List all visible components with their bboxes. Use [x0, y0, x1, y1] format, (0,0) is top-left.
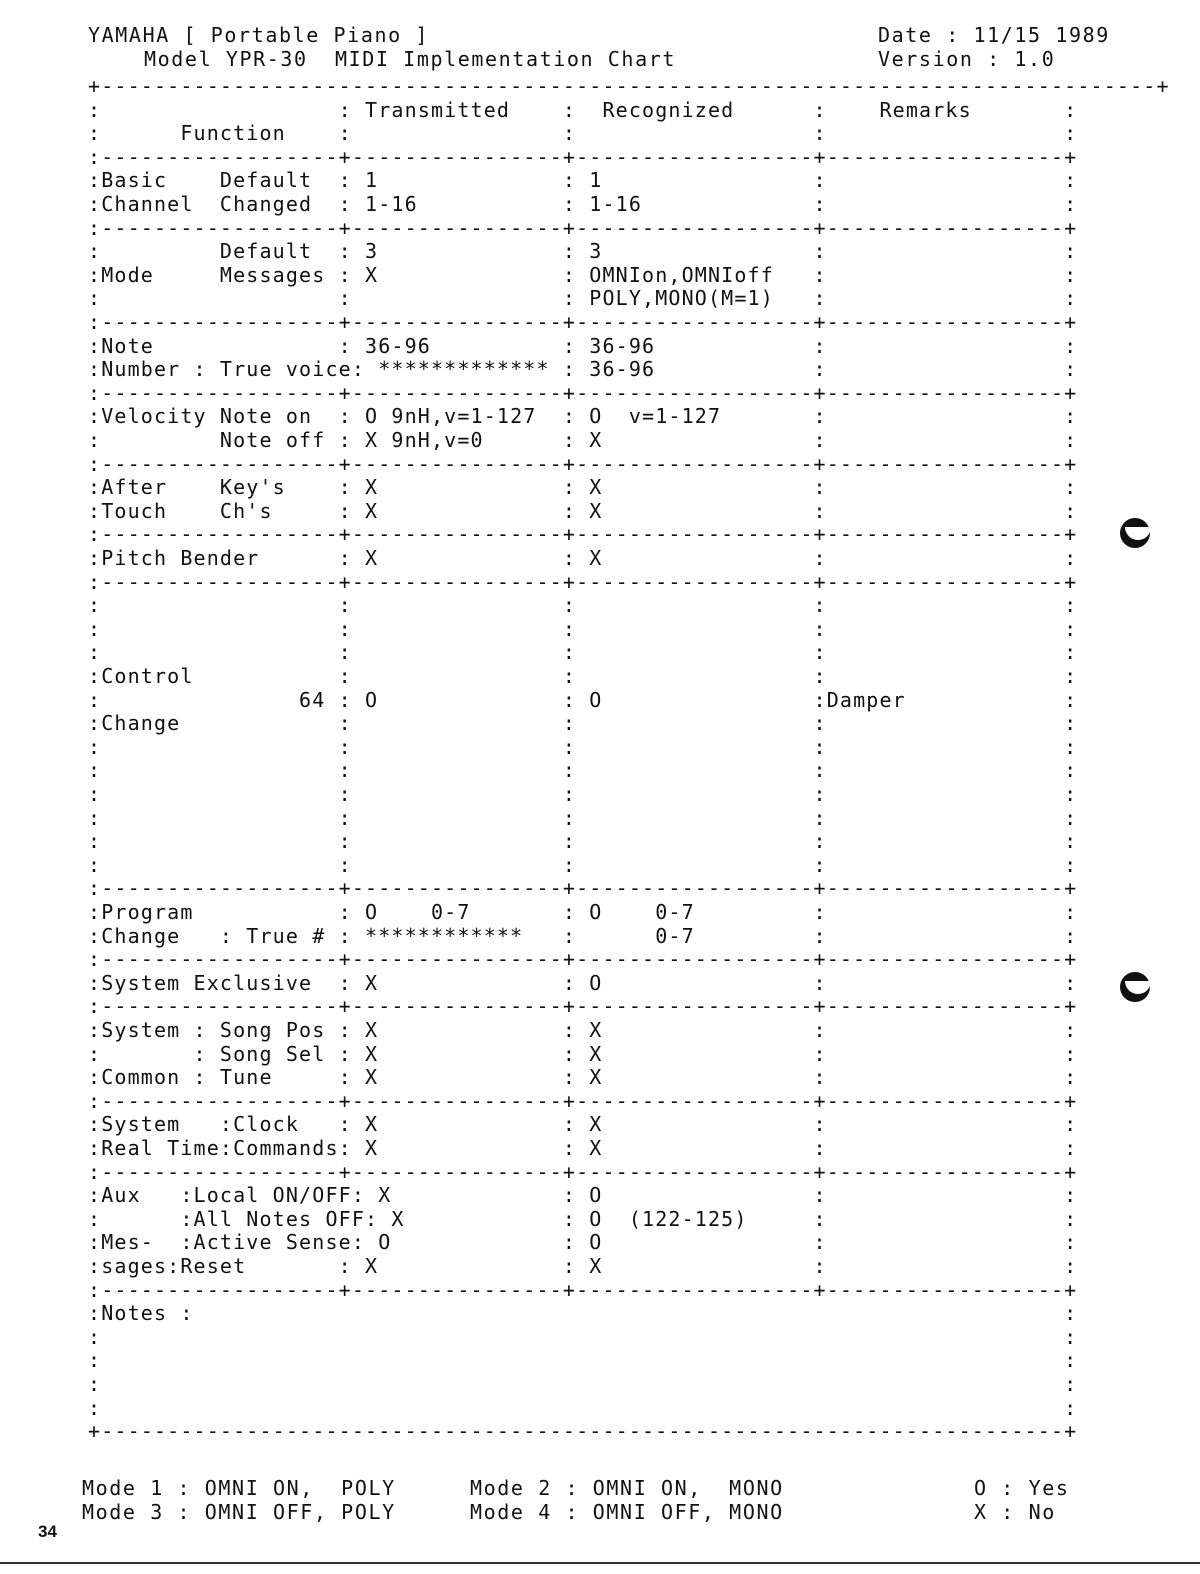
chart-line: : :All Notes OFF: X : O (122-125) : : [88, 1206, 1078, 1231]
chart-line: :Number : True voice: ************* : 36-96 : : [88, 357, 1078, 382]
chart-line: :After Key's : X : X : : [88, 475, 1078, 500]
footer-legend-no: X : No [974, 1500, 1056, 1524]
chart-line: :------------------+----------------+------------------+------------------+ [88, 310, 1078, 334]
header-version: Version : 1.0 [878, 47, 1056, 71]
footer-mode4: Mode 4 : OMNI OFF, MONO [470, 1500, 784, 1524]
chart-line: :Pitch Bender : X : X : : [88, 546, 1078, 570]
chart-line: :------------------+----------------+------------------+------------------+ [88, 1088, 1078, 1113]
chart-line: :Basic Default : 1 : 1 : : [88, 168, 1078, 193]
chart-line: : : : : : [88, 593, 1078, 618]
footer-legend-yes: O : Yes [974, 1476, 1070, 1500]
chart-line: : : : : : [88, 852, 1078, 877]
chart-line: :Common : Tune : X : X : : [88, 1065, 1078, 1090]
chart-line: : : Transmitted : Recognized : Remarks : [88, 97, 1078, 122]
chart-line: :------------------+----------------+------------------+------------------+ [88, 1159, 1078, 1184]
chart-line: :------------------+----------------+------------------+------------------+ [88, 876, 1078, 901]
chart-line: :Mes- :Active Sense: O : O : : [88, 1230, 1078, 1255]
chart-line: :------------------+----------------+------------------+------------------+ [88, 451, 1078, 476]
chart-line: :Change : True # : ************ : 0-7 : : [88, 923, 1078, 948]
chart-line: : : : : : [88, 805, 1078, 830]
chart-line: :Real Time:Commands: X : X : : [88, 1136, 1078, 1160]
chart-line: : : : : : [88, 616, 1078, 641]
chart-line: :Note : 36-96 : 36-96 : : [88, 333, 1078, 358]
chart-line: :System :Clock : X : X : : [88, 1112, 1078, 1137]
header-title: Model YPR-30 MIDI Implementation Chart [144, 47, 676, 71]
chart-line: :------------------+----------------+------------------+------------------+ [88, 947, 1078, 972]
chart-line: :------------------+----------------+------------------+------------------+ [88, 380, 1078, 405]
header-date: Date : 11/15 1989 [878, 23, 1110, 47]
page-bottom-rule [0, 1562, 1200, 1564]
chart-line: :Control : : : : [88, 664, 1078, 688]
chart-line: : : [88, 1348, 1078, 1373]
chart-line: :Touch Ch's : X : X : : [88, 498, 1078, 523]
chart-line: : : [88, 1324, 1078, 1349]
footer-mode3: Mode 3 : OMNI OFF, POLY [82, 1500, 396, 1524]
chart-line: :Mode Messages : X : OMNIon,OMNIoff : : [88, 262, 1078, 287]
chart-line: : : [88, 1372, 1078, 1396]
chart-line: : : : : : [88, 734, 1078, 759]
chart-line: : Default : 3 : 3 : : [88, 239, 1078, 264]
chart-line: :Aux :Local ON/OFF: X : O : : [88, 1183, 1078, 1208]
chart-line: :Change : : : : [88, 711, 1078, 736]
chart-line: : : : : : [88, 782, 1078, 806]
chart-line: : : : : : [88, 758, 1078, 783]
chart-line: :System Exclusive : X : O : : [88, 970, 1078, 995]
chart-line: :------------------+----------------+------------------+------------------+ [88, 994, 1078, 1019]
chart-line: :Notes : : [88, 1301, 1078, 1326]
chart-line: : : : : : [88, 640, 1078, 665]
chart-line: :------------------+----------------+------------------+------------------+ [88, 1277, 1078, 1302]
chart-line: :System : Song Pos : X : X : : [88, 1018, 1078, 1042]
chart-line: :------------------+----------------+------------------+------------------+ [88, 144, 1078, 169]
chart-line: :Channel Changed : 1-16 : 1-16 : : [88, 192, 1078, 216]
chart-line: +-------------------------------------------------------------------------+ [88, 1419, 1078, 1444]
binder-hole-icon [1120, 518, 1150, 548]
footer-mode1: Mode 1 : OMNI ON, POLY [82, 1476, 396, 1500]
chart-line: :sages:Reset : X : X : : [88, 1254, 1078, 1278]
chart-line: +--------------------------------------------------------------------------------+ [88, 74, 1170, 98]
chart-line: : 64 : O : O :Damper : [88, 687, 1078, 712]
chart-line: :------------------+----------------+------------------+------------------+ [88, 569, 1078, 594]
page-number: 34 [38, 1522, 57, 1541]
header-maker: YAMAHA [ Portable Piano ] [88, 23, 430, 47]
chart-line: :Velocity Note on : O 9nH,v=1-127 : O v=1-127 : : [88, 404, 1078, 429]
chart-line: : : Song Sel : X : X : : [88, 1041, 1078, 1066]
chart-line: :------------------+----------------+------------------+------------------+ [88, 215, 1078, 240]
chart-line: : : [88, 1395, 1078, 1420]
chart-line: : Function : : : : [88, 121, 1078, 146]
chart-line: : Note off : X 9nH,v=0 : X : : [88, 428, 1078, 452]
chart-line: : : : POLY,MONO(M=1) : : [88, 286, 1078, 311]
footer-mode2: Mode 2 : OMNI ON, MONO [470, 1476, 784, 1500]
chart-line: : : : : : [88, 829, 1078, 854]
chart-line: :------------------+----------------+------------------+------------------+ [88, 522, 1078, 547]
binder-hole-icon [1120, 972, 1150, 1002]
chart-line: :Program : O 0-7 : O 0-7 : : [88, 900, 1078, 924]
